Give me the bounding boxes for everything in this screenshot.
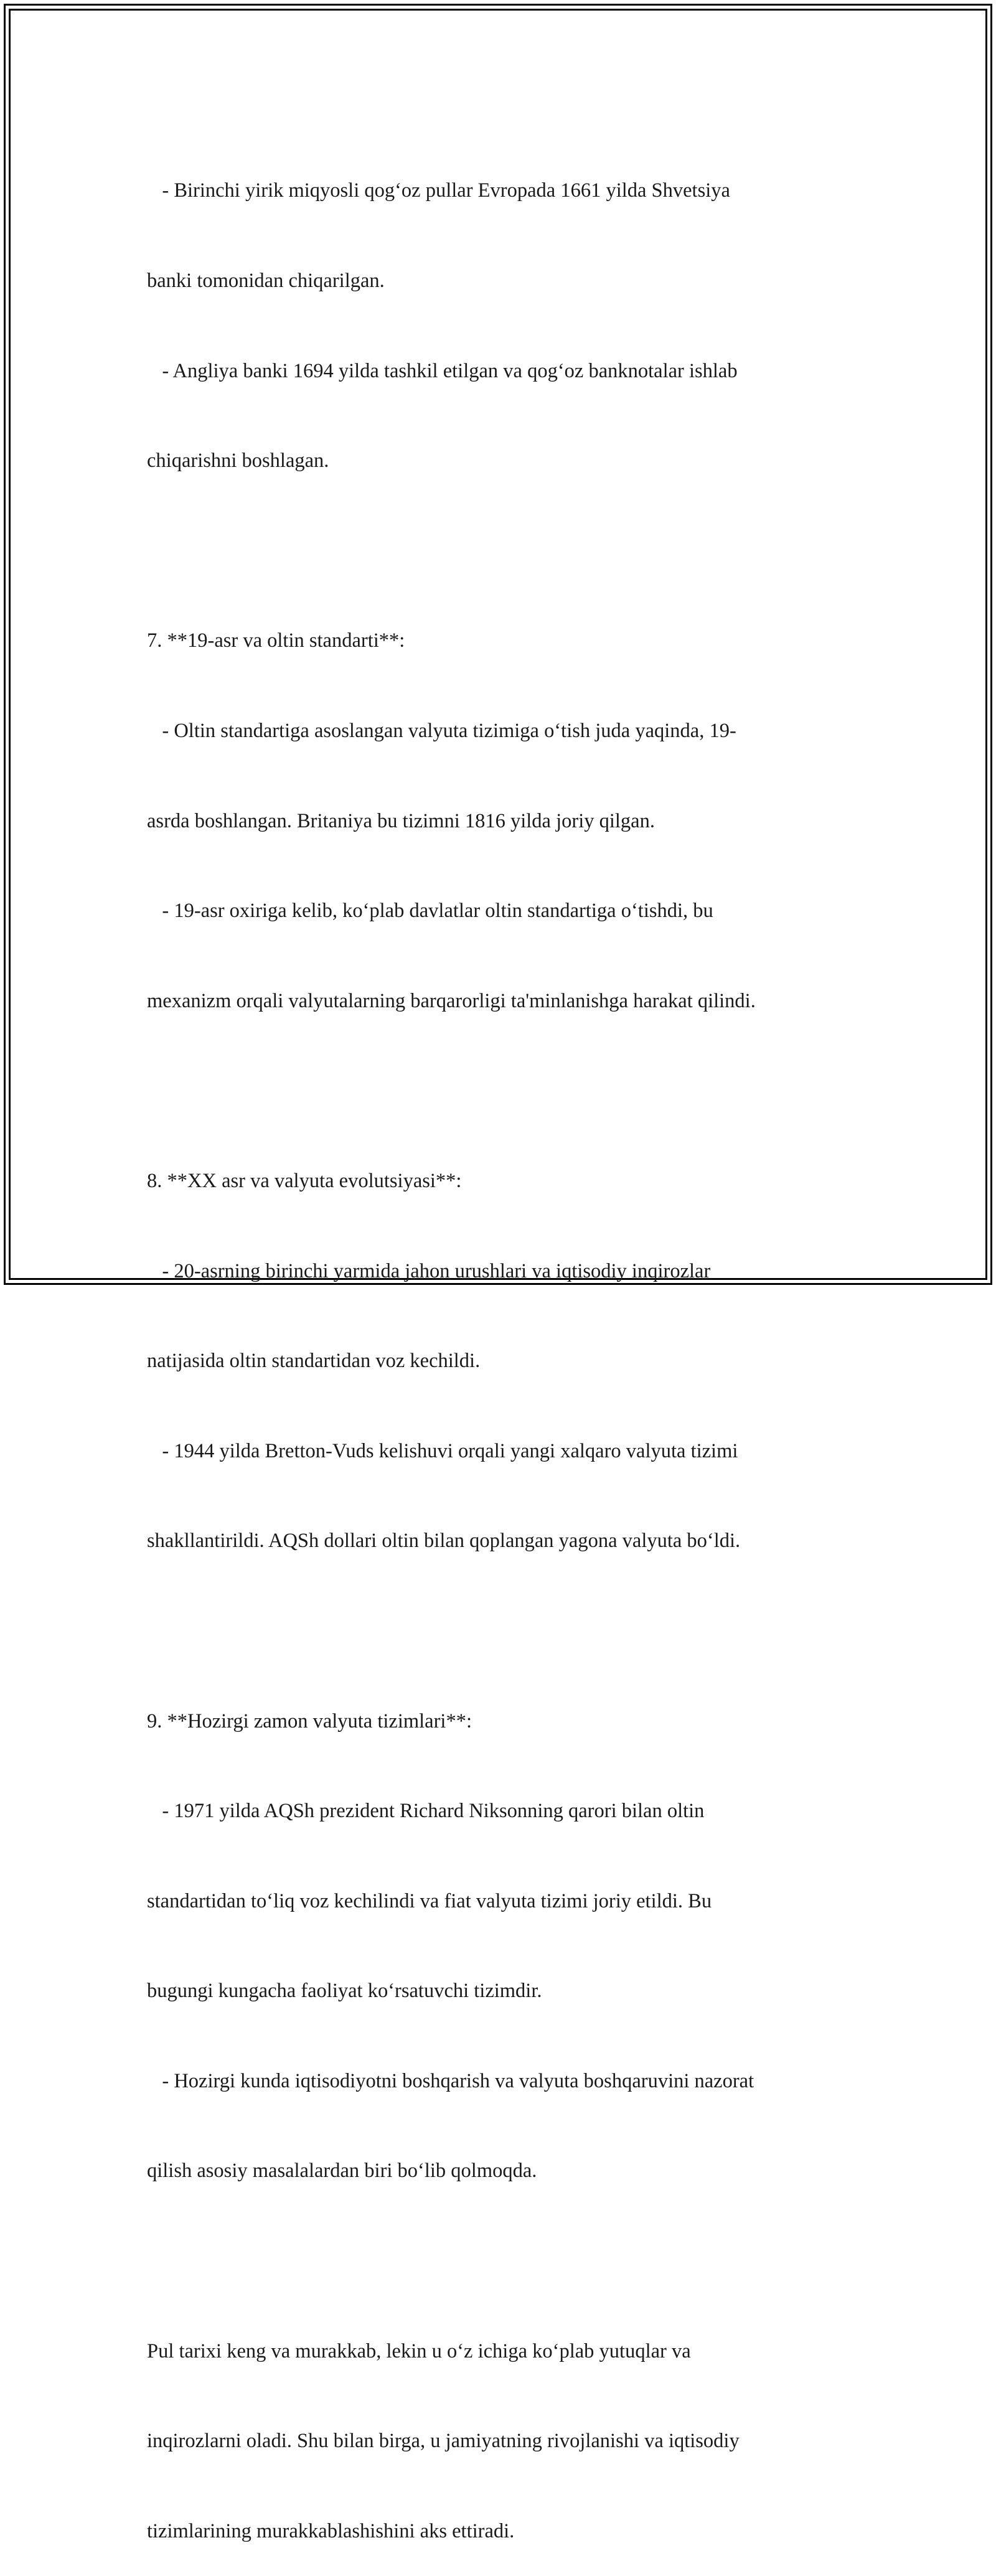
section-heading-8: 8. **XX asr va valyuta evolutsiyasi**: [147, 1169, 462, 1192]
text-line: - 1971 yilda AQSh prezident Richard Niksonning qarori bilan oltin [147, 1800, 705, 1823]
blank-line [147, 1616, 850, 1646]
text-line: - Birinchi yirik miqyosli qog‘oz pullar Evropada 1661 yilda Shvetsiya [147, 179, 730, 202]
conclusion-line: inqirozlarni oladi. Shu bilan birga, u jamiyatning rivojlanishi va iqtisodiy [147, 2430, 740, 2453]
blank-line [147, 2246, 850, 2276]
document-body [147, 116, 850, 2576]
text-line: banki tomonidan chiqarilgan. [147, 270, 385, 292]
text-line: - Oltin standartiga asoslangan valyuta tizimiga o‘tish juda yaqinda, 19- [147, 719, 736, 742]
section-heading-7: 7. **19-asr va oltin standarti**: [147, 629, 405, 652]
text-line: bugungi kungacha faoliyat ko‘rsatuvchi tizimdir. [147, 1980, 542, 2003]
text-line: - 1944 yilda Bretton-Vuds kelishuvi orqali yangi xalqaro valyuta tizimi [147, 1439, 738, 1462]
text-line: - 19-asr oxiriga kelib, ko‘plab davlatlar oltin standartiga o‘tishdi, bu [147, 900, 713, 923]
blank-line [147, 536, 850, 566]
text-line: - Angliya banki 1694 yilda tashkil etilgan va qog‘oz banknotalar ishlab [147, 359, 738, 382]
conclusion-line: tizimlarining murakkablashishini aks ettiradi. [147, 2519, 515, 2542]
section-heading-9: 9. **Hozirgi zamon valyuta tizimlari**: [147, 1709, 472, 1732]
text-line: chiqarishni boshlagan. [147, 449, 329, 472]
text-line: asrda boshlangan. Britaniya bu tizimni 1816 yilda joriy qilgan. [147, 809, 655, 832]
text-line: - 20-asrning birinchi yarmida jahon urushlari va iqtisodiy inqirozlar [147, 1259, 711, 1282]
conclusion-line: Pul tarixi keng va murakkab, lekin u o‘z ichiga ko‘plab yutuqlar va [147, 2339, 691, 2362]
text-line: standartidan to‘liq voz kechilindi va fiat valyuta tizimi joriy etildi. Bu [147, 1889, 712, 1912]
text-line: shakllantirildi. AQSh dollari oltin bilan qoplangan yagona valyuta bo‘ldi. [147, 1530, 741, 1553]
text-line: - Hozirgi kunda iqtisodiyotni boshqarish va valyuta boshqaruvini nazorat [147, 2069, 754, 2092]
text-line: natijasida oltin standartidan voz kechildi. [147, 1350, 481, 1373]
text-line: mexanizm orqali valyutalarning barqarorligi ta'minlanishga harakat qilindi. [147, 989, 756, 1012]
blank-line [147, 1076, 850, 1106]
text-line: qilish asosiy masalalardan biri bo‘lib qolmoqda. [147, 2160, 537, 2183]
